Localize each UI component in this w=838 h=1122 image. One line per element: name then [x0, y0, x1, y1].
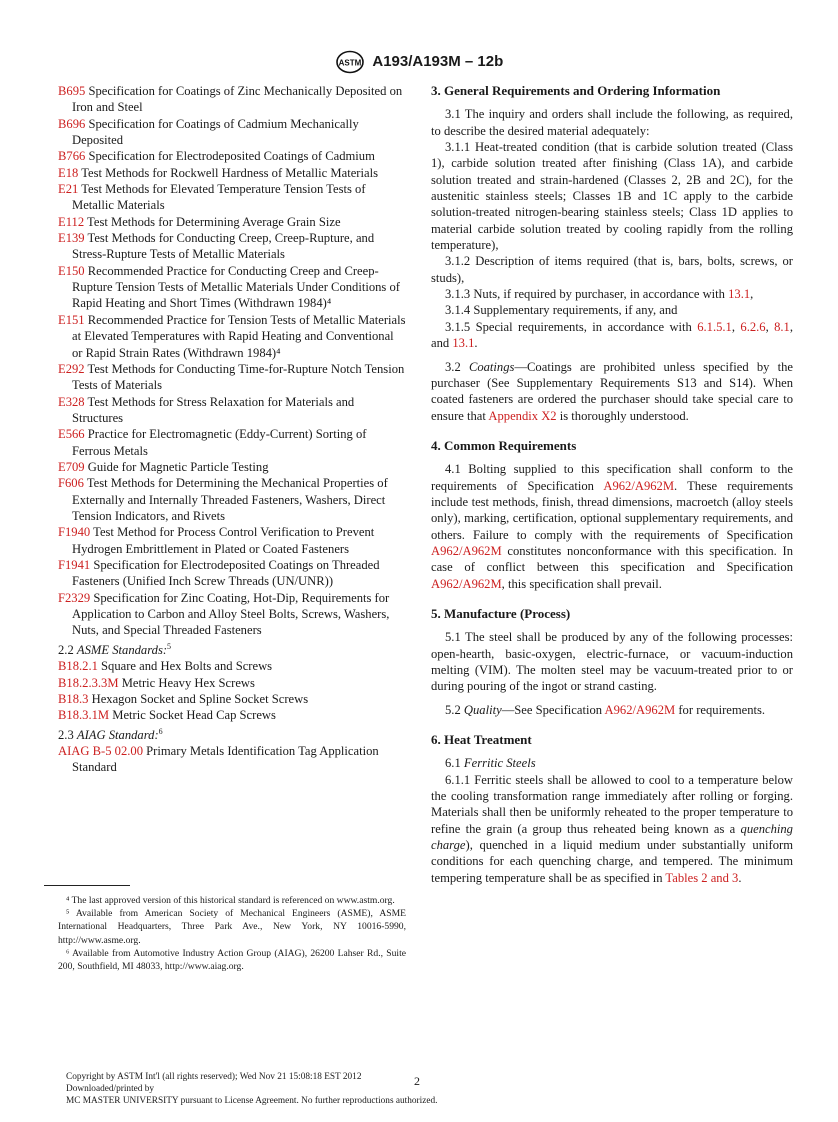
para-3-1-4: 3.1.4 Supplementary requirements, if any, and — [445, 303, 678, 318]
reference-item — [58, 707, 406, 723]
link-13-1-b[interactable]: 13.1 — [452, 336, 475, 351]
section-6-heading: 6. Heat Treatment — [431, 732, 532, 748]
reference-item — [58, 230, 406, 263]
svg-text:ASTM: ASTM — [338, 58, 362, 68]
para-4-1: 4.1 Bolting supplied to this specification shall conform to the requirements of Specification A962/A962M. These requirements include test methods, finish, thread dimensions, macroetch (alloy steels only), marking, certification, optional supplementary requirements, and others. Failure to comply with the requirements of Specification A962/A962M constitutes nonconformance with this specification. In case of conflict between this specification and Specification A962/A962M, this specification shall prevail. — [431, 462, 793, 591]
link-13-1[interactable]: 13.1 — [728, 287, 751, 302]
reference-item — [58, 263, 406, 312]
right-column — [431, 83, 793, 886]
reference-item — [58, 691, 406, 707]
para-6-1: 6.1 Ferritic Steels — [445, 756, 536, 771]
link-a962[interactable]: A962/A962M — [431, 543, 502, 558]
page-header — [0, 50, 838, 74]
reference-code-link[interactable]: B766 — [58, 149, 86, 164]
reference-code-link[interactable]: E112 — [58, 214, 85, 229]
copyright-footer — [66, 1071, 437, 1107]
asme-standards-heading: 2.2 ASME Standards:$^5$ — [58, 641, 172, 657]
reference-list-aiag — [58, 743, 406, 776]
para-3-1-1: 3.1.1 Heat-treated condition (that is carbide solution treated (Class 1), carbide solution treated after finishing (Class 1A), and carbide solution treated and strain-hardened (Classes 2, 2B and 2C), for the austenitic stainless steels; Classes 1B and 1C apply to the carbide solution-treated nitrogen-bearing stainless steels; Class 1D applies to material carbide solution treated by cooling rapidly from the rolling temperature), — [431, 140, 793, 253]
reference-title: Test Methods for Conducting Time-for-Rupture Notch Tension Tests of Materials — [72, 361, 405, 393]
reference-list-astm — [58, 83, 406, 639]
reference-code-link[interactable]: E292 — [58, 361, 85, 376]
para-5-1: 5.1 The steel shall be produced by any of the following processes: open-hearth, basic-oxygen, electric-furnace, or vacuum-induction melting (VIM). The molten steel may be vacuum-treated prior to or during pouring of the ingot or strand casting. — [431, 630, 793, 694]
reference-title: Primary Metals Identification Tag Application Standard — [72, 744, 379, 775]
astm-logo-icon — [335, 50, 365, 74]
reference-title: Metric Socket Head Cap Screws — [112, 708, 276, 723]
reference-code-link[interactable]: B18.2.1 — [58, 659, 98, 674]
footnote: ⁵ Available from American Society of Mechanical Engineers (ASME), ASME International Headquarters, Three Park Ave., New York, NY 10016-5990, http://www.asme.org. — [58, 908, 406, 946]
reference-code-link[interactable]: F2329 — [58, 590, 91, 605]
reference-code-link[interactable]: E150 — [58, 263, 85, 278]
reference-title: Test Methods for Determining the Mechanical Properties of Externally and Internally Threaded Fasteners, Washers, Direct Tension Indicators, and Rivets — [72, 476, 388, 523]
section-5-heading: 5. Manufacture (Process) — [431, 605, 571, 621]
para-3-1-3: 3.1.3 Nuts, if required by purchaser, in accordance with 13.1, — [445, 287, 754, 302]
reference-code-link[interactable]: B18.3 — [58, 691, 89, 706]
reference-title: Specification for Electrodeposited Coatings on Threaded Fasteners (Unified Inch Screw Threads (UN/UNR)) — [72, 557, 380, 589]
reference-item — [58, 675, 406, 691]
reference-code-link[interactable]: F1940 — [58, 525, 91, 540]
reference-item — [58, 426, 406, 459]
reference-item — [58, 394, 406, 427]
reference-item — [58, 658, 406, 674]
reference-title: Square and Hex Bolts and Screws — [101, 659, 273, 674]
link-tables-2-3[interactable]: Tables 2 and 3 — [665, 870, 739, 885]
reference-title: Specification for Electrodeposited Coatings of Cadmium — [88, 149, 375, 164]
reference-code-link[interactable]: AIAG B-5 02.00 — [58, 744, 144, 759]
para-6-1-1: 6.1.1 Ferritic steels shall be allowed to cool to a temperature below the cooling transformation range immediately after rolling or forging. Materials shall then be uniformly reheated to the proper temperature to refine the grain (a group thus reheated being known as a quenching charge), quenched in a liquid medium under substantially uniform conditions for each quenching charge, and tempered. The minimum tempering temperature shall be as specified in Tables 2 and 3. — [431, 772, 793, 885]
reference-title: Test Methods for Elevated Temperature Tension Tests of Metallic Materials — [72, 182, 366, 213]
reference-item — [58, 181, 406, 214]
reference-title: Recommended Practice for Tension Tests of Metallic Materials at Elevated Temperatures with Rapid Heating and Conventional or Rapid Strain Rates (Withdrawn 1984)⁴ — [72, 312, 406, 360]
para-3-1-5: 3.1.5 Special requirements, in accordance with 6.1.5.1, 6.2.6, 8.1, and 13.1. — [431, 319, 794, 351]
reference-code-link[interactable]: E709 — [58, 459, 85, 474]
reference-item — [58, 312, 406, 361]
reference-item — [58, 148, 406, 164]
reference-item — [58, 743, 406, 776]
reference-item — [58, 590, 406, 639]
footnote: ⁴ The last approved version of this historical standard is referenced on www.astm.org. — [66, 895, 395, 906]
link-6-2-6[interactable]: 6.2.6 — [740, 319, 766, 334]
reference-code-link[interactable]: E139 — [58, 231, 85, 246]
reference-code-link[interactable]: E151 — [58, 312, 85, 327]
reference-item — [58, 524, 406, 557]
page-number: 2 — [414, 1074, 420, 1088]
reference-title: Practice for Electromagnetic (Eddy-Current) Sorting of Ferrous Metals — [72, 427, 367, 458]
reference-code-link[interactable]: E328 — [58, 394, 85, 409]
reference-item — [58, 475, 406, 524]
link-a962[interactable]: A962/A962M — [431, 576, 502, 591]
link-8-1[interactable]: 8.1 — [774, 319, 790, 334]
reference-code-link[interactable]: B18.2.3.3M — [58, 675, 119, 690]
reference-title: Hexagon Socket and Spline Socket Screws — [91, 691, 309, 706]
reference-list-asme — [58, 658, 406, 723]
reference-item — [58, 557, 406, 590]
reference-code-link[interactable]: E18 — [58, 165, 79, 180]
copyright-line: Copyright by ASTM Int'l (all rights reserved); Wed Nov 21 15:08:18 EST 2012 — [66, 1072, 362, 1082]
link-a962[interactable]: A962/A962M — [603, 478, 675, 493]
reference-code-link[interactable]: B695 — [58, 84, 86, 98]
reference-code-link[interactable]: E566 — [58, 427, 85, 442]
aiag-standard-heading: 2.3 AIAG Standard:$^6$ — [58, 726, 163, 742]
reference-title: Test Methods for Stress Relaxation for Materials and Structures — [72, 394, 355, 425]
reference-title: Guide for Magnetic Particle Testing — [87, 459, 269, 474]
para-3-2: 3.2 Coatings—Coatings are prohibited unless specified by the purchaser (See Supplementary Requirements S13 and S14). When coated fasteners are ordered the purchaser should take special care to ensure that Appendix X2 is thoroughly understood. — [431, 359, 793, 423]
reference-code-link[interactable]: F606 — [58, 476, 84, 491]
reference-code-link[interactable]: E21 — [58, 182, 79, 197]
section-3-heading: 3. General Requirements and Ordering Information — [431, 83, 721, 98]
reference-title: Test Methods for Rockwell Hardness of Metallic Materials — [81, 165, 378, 180]
reference-code-link[interactable]: F1941 — [58, 557, 91, 572]
reference-code-link[interactable]: B18.3.1M — [58, 708, 110, 723]
footnotes — [58, 894, 406, 973]
link-a962[interactable]: A962/A962M — [604, 702, 676, 717]
link-6-1-5-1[interactable]: 6.1.5.1 — [697, 319, 732, 334]
license-line: MC MASTER UNIVERSITY pursuant to License Agreement. No further reproductions authorized. — [66, 1096, 438, 1106]
section-4-heading: 4. Common Requirements — [431, 437, 577, 453]
reference-item — [58, 83, 406, 116]
reference-title: Specification for Zinc Coating, Hot-Dip, Requirements for Application to Carbon and Alloy Steel Bolts, Screws, Washers, Nuts, and Special Threaded Fasteners — [72, 590, 390, 638]
reference-item — [58, 214, 406, 230]
reference-item — [58, 459, 406, 475]
footnote-divider — [44, 885, 130, 886]
reference-title: Specification for Coatings of Zinc Mechanically Deposited on Iron and Steel — [72, 84, 403, 115]
para-3-1: 3.1 The inquiry and orders shall include the following, as required, to describe the desired material adequately: — [431, 107, 793, 138]
reference-code-link[interactable]: B696 — [58, 116, 86, 131]
reference-item — [58, 116, 406, 149]
reference-item — [58, 165, 406, 181]
reference-title: Metric Heavy Hex Screws — [121, 675, 255, 690]
reference-title: Test Method for Process Control Verification to Prevent Hydrogen Embrittlement in Plated or Coated Fasteners — [72, 525, 375, 556]
reference-title: Test Methods for Determining Average Grain Size — [87, 214, 341, 229]
footnote: ⁶ Available from Automotive Industry Action Group (AIAG), 26200 Lahser Rd., Suite 200, Southfield, MI 48033, http://www.aiag.org. — [58, 947, 406, 973]
left-column — [58, 83, 406, 776]
para-5-2: 5.2 Quality—See Specification A962/A962M for requirements. — [445, 702, 766, 717]
reference-title: Test Methods for Conducting Creep, Creep-Rupture, and Stress-Rupture Tests of Metallic Materials — [72, 231, 375, 262]
reference-title: Recommended Practice for Conducting Creep and Creep-Rupture Tension Tests of Metallic Materials Under Conditions of Rapid Heating and Short Times (Withdrawn 1984)⁴ — [72, 263, 400, 311]
downloaded-line: Downloaded/printed by — [66, 1084, 155, 1094]
document-title: A193/A193M – 12b — [372, 52, 504, 70]
para-3-1-2: 3.1.2 Description of items required (that is, bars, bolts, screws, or studs), — [431, 254, 793, 285]
reference-title: Specification for Coatings of Cadmium Mechanically Deposited — [72, 116, 359, 148]
link-appendix-x2[interactable]: Appendix X2 — [488, 408, 557, 423]
reference-item — [58, 361, 406, 394]
